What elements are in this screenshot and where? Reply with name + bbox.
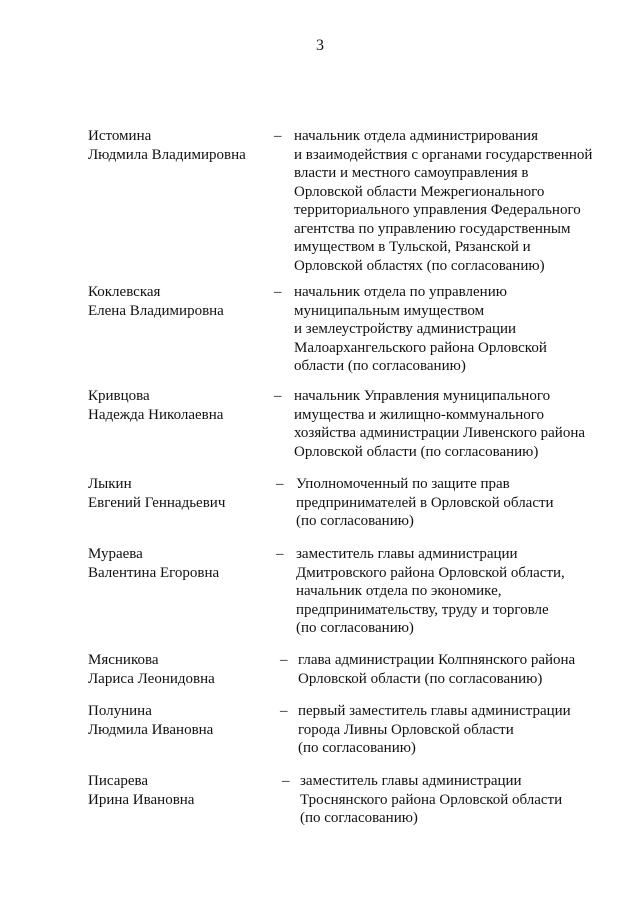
- separator-dash: –: [280, 703, 288, 719]
- member-name: [88, 283, 278, 320]
- separator-dash: –: [274, 388, 282, 404]
- role-line: первый заместитель главы администрации: [298, 703, 571, 719]
- separator-dash: –: [274, 128, 282, 144]
- member-given-names: Надежда Николаевна: [88, 406, 224, 423]
- member-name: [88, 651, 278, 688]
- role-line: Троснянского района Орловской области: [300, 791, 563, 808]
- member-given-names: Людмила Ивановна: [88, 721, 214, 738]
- role-line: Орловской области (по согласованию): [298, 670, 543, 687]
- role-line: и взаимодействия с органами государственной: [294, 146, 593, 163]
- member-name: [88, 702, 278, 739]
- role-line: начальник отдела по экономике,: [296, 583, 502, 599]
- member-role: [298, 702, 571, 758]
- member-given-names: Лариса Леонидовна: [88, 670, 215, 687]
- separator-dash: –: [282, 773, 290, 789]
- page-number: 3: [316, 37, 324, 54]
- member-surname: Мясникова: [88, 652, 159, 668]
- role-line: предпринимателей в Орловской области: [296, 494, 554, 511]
- role-line: города Ливны Орловской области: [298, 721, 514, 738]
- role-line: территориального управления Федерального: [294, 202, 581, 218]
- member-name: [88, 545, 278, 582]
- role-line: области (по согласованию): [294, 358, 466, 374]
- role-line: заместитель главы администрации: [296, 546, 518, 562]
- role-line: начальник Управления муниципального: [294, 388, 551, 404]
- role-line: и землеустройству администрации: [294, 321, 517, 337]
- role-line: муниципальным имуществом: [294, 302, 485, 319]
- member-role: [294, 387, 585, 461]
- role-line: (по согласованию): [296, 513, 414, 529]
- separator-dash: –: [276, 546, 284, 562]
- member-role: [294, 127, 592, 275]
- member-surname: Лыкин: [88, 476, 132, 492]
- role-line: (по согласованию): [300, 810, 418, 826]
- member-role: [300, 772, 562, 828]
- member-role: [298, 651, 575, 688]
- member-surname: Коклевская: [88, 284, 161, 300]
- role-line: глава администрации Колпнянского района: [298, 652, 576, 668]
- member-surname: Полунина: [88, 703, 152, 719]
- separator-dash: –: [280, 652, 288, 668]
- member-name: [88, 127, 278, 164]
- role-line: предпринимательству, труду и торговле: [296, 601, 549, 618]
- member-given-names: Евгений Геннадьевич: [88, 494, 226, 511]
- member-role: [296, 545, 565, 638]
- role-line: Дмитровского района Орловской области,: [296, 564, 565, 581]
- member-role: [294, 283, 547, 376]
- role-line: Орловской области (по согласованию): [294, 443, 539, 460]
- member-given-names: Людмила Владимировна: [88, 146, 246, 163]
- role-line: агентства по управлению государственным: [294, 220, 571, 237]
- role-line: имущества и жилищно-коммунального: [294, 406, 545, 423]
- member-surname: Кривцова: [88, 388, 150, 404]
- role-line: (по согласованию): [298, 740, 416, 756]
- member-surname: Истомина: [88, 128, 152, 144]
- member-name: [88, 772, 278, 809]
- member-given-names: Елена Владимировна: [88, 302, 224, 319]
- member-name: [88, 475, 278, 512]
- member-given-names: Валентина Егоровна: [88, 564, 220, 581]
- role-line: хозяйства администрации Ливенского района: [294, 425, 585, 441]
- role-line: (по согласованию): [296, 620, 414, 636]
- role-line: Орловской области Межрегионального: [294, 183, 545, 200]
- role-line: Орловской областях (по согласованию): [294, 257, 545, 274]
- member-role: [296, 475, 554, 531]
- separator-dash: –: [276, 476, 284, 492]
- role-line: заместитель главы администрации: [300, 773, 522, 789]
- member-name: [88, 387, 278, 424]
- member-surname: Мураева: [88, 546, 143, 562]
- role-line: Малоархангельского района Орловской: [294, 339, 547, 356]
- role-line: власти и местного самоуправления в: [294, 165, 529, 181]
- role-line: начальник отдела по управлению: [294, 284, 507, 300]
- separator-dash: –: [274, 284, 282, 300]
- role-line: начальник отдела администрирования: [294, 128, 538, 144]
- role-line: имуществом в Тульской, Рязанской и: [294, 239, 531, 255]
- role-line: Уполномоченный по защите прав: [296, 476, 510, 492]
- member-surname: Писарева: [88, 773, 149, 789]
- member-given-names: Ирина Ивановна: [88, 791, 195, 808]
